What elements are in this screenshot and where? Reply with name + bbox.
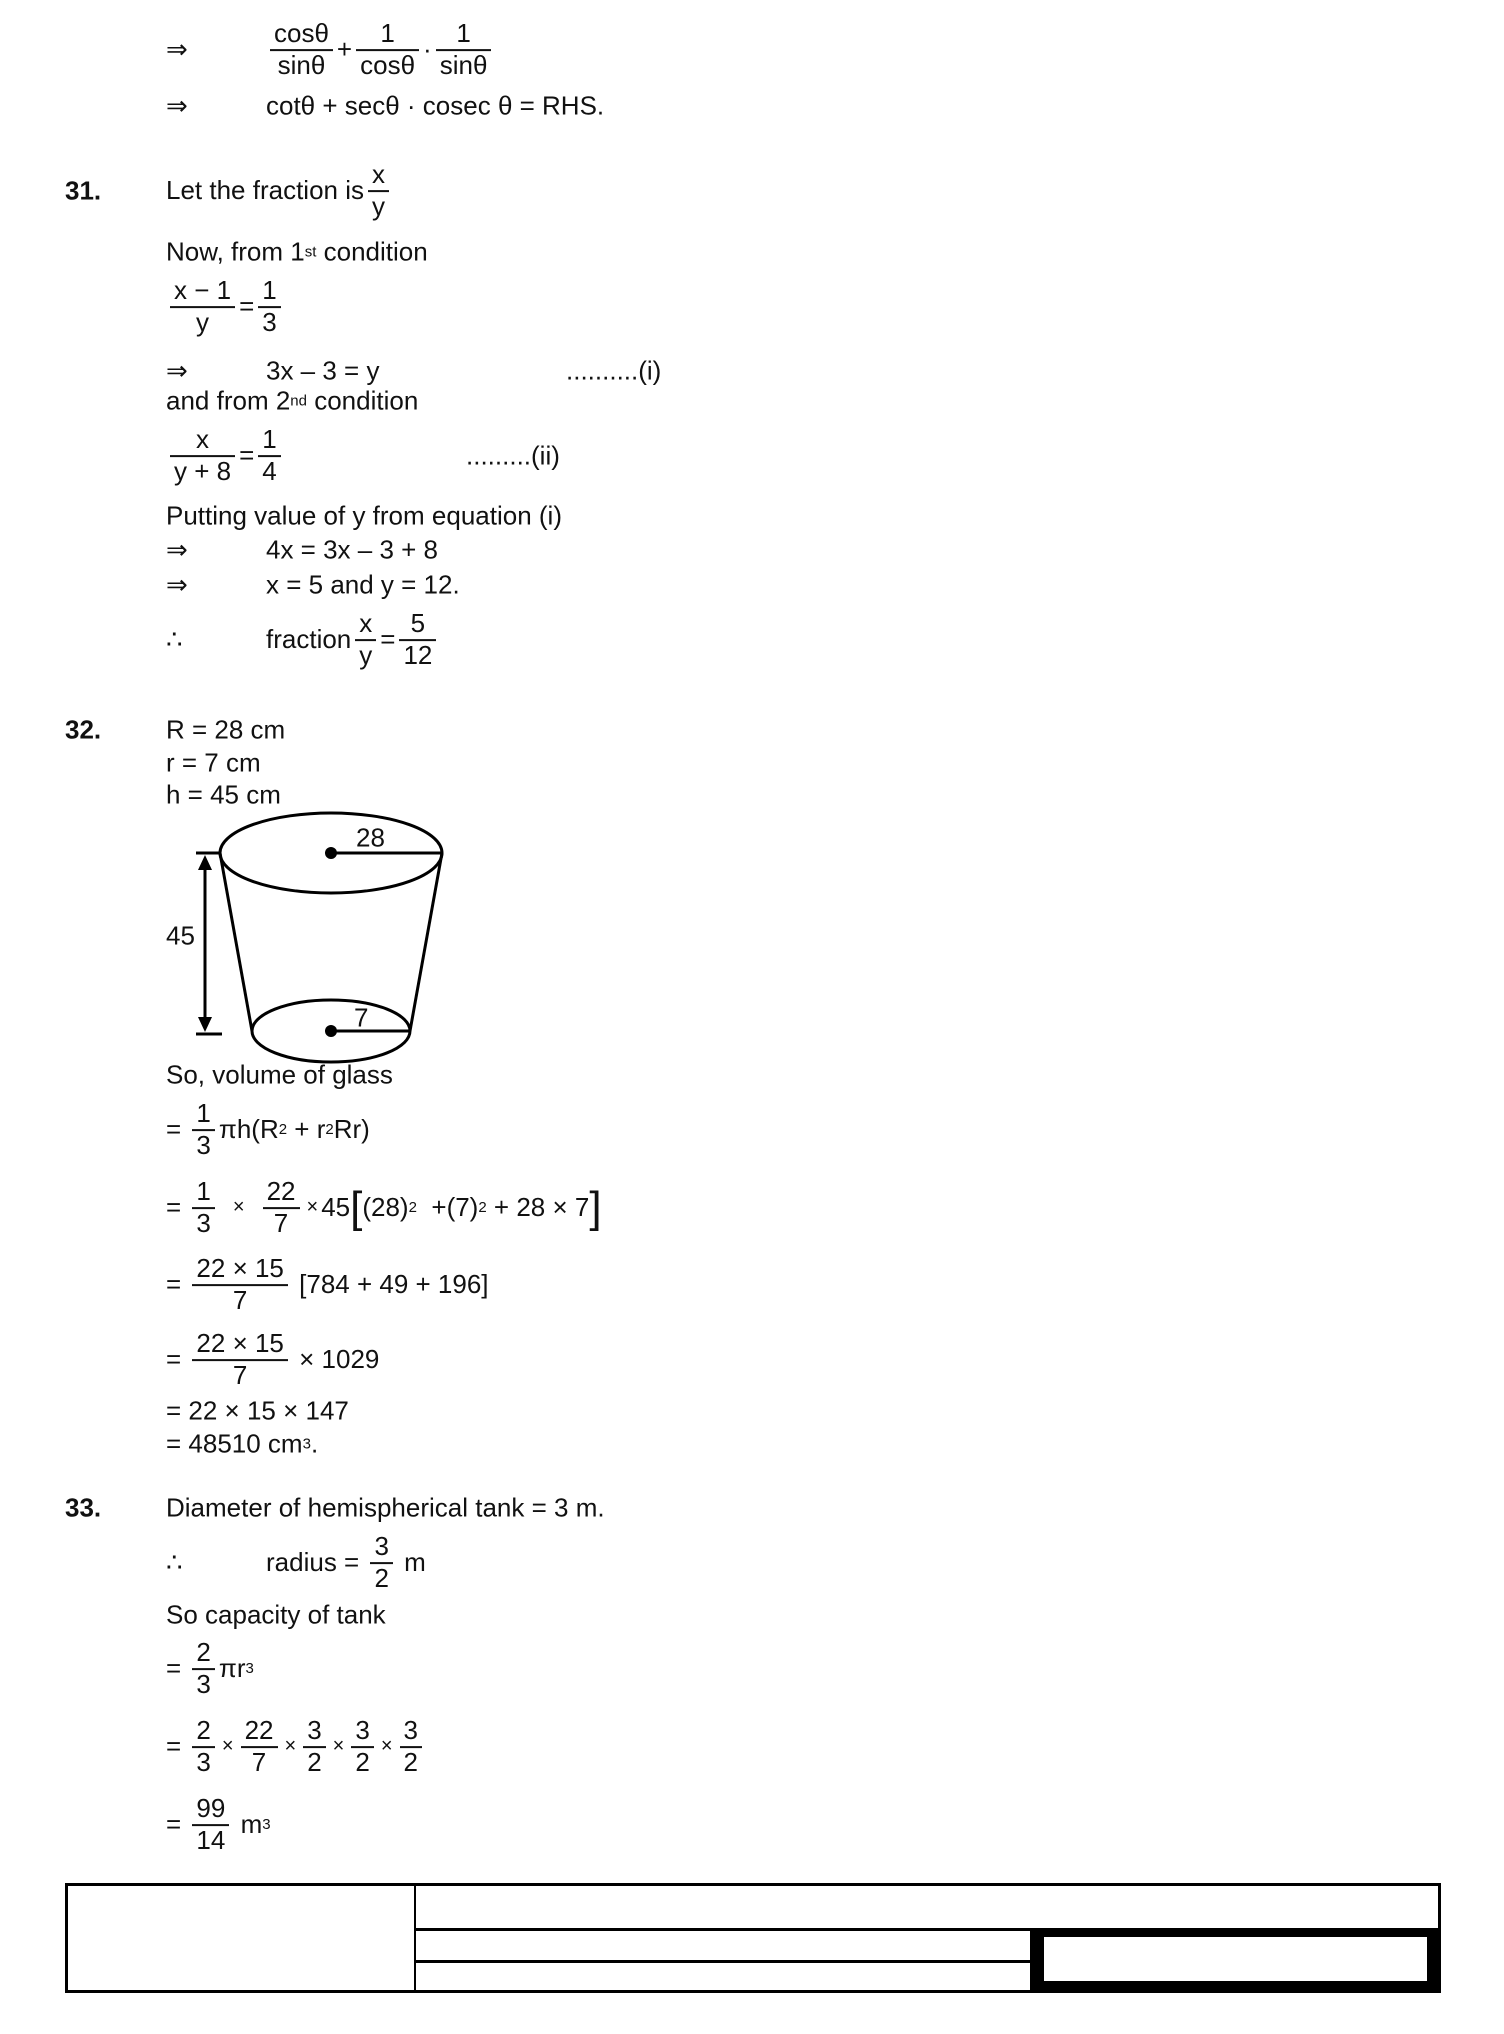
fraction: $\frac{3}{2}$ [351,1716,373,1778]
operator: · [423,34,432,65]
fraction: $\frac{1}{\cos\theta}$ [356,19,419,81]
fraction: $\frac{1}{\sin\theta}$ [436,19,492,81]
fraction: $\frac{2}{3}$ [192,1716,214,1778]
fraction: $\frac{99}{14}$ [192,1794,229,1856]
bottom-radius-label: 7 [354,1002,369,1033]
implies-symbol: ⇒ [166,34,188,65]
frustum-glass-diagram [150,800,470,1080]
fraction: $\frac{1}{4}$ [258,425,280,487]
volume-step5: = 22 × 15 × 147 [166,1395,349,1426]
fraction: $\frac{x - 1}{y}$ [170,276,235,338]
fraction: $\frac{22 \times 15}{7}$ [192,1329,287,1391]
equation-tag-i: ..........(i) [566,355,662,386]
fraction: $\frac{22}{7}$ [241,1716,278,1778]
fraction: $\frac{22 \times 15}{7}$ [192,1254,287,1316]
volume-label: So, volume of glass [166,1059,393,1090]
fraction: $\frac{1}{3}$ [192,1099,214,1161]
footer-black-box [1030,1928,1441,1993]
fraction: $\frac{x}{y + 8}$ [170,425,235,487]
volume-substitution: = $\frac{1}{3}$ × $\frac{22}{7}$ × 45 [ (28) 2 +(7) 2 + 28 × 7 ] [166,1176,602,1238]
capacity-label: So capacity of tank [166,1599,386,1630]
s31-eq1-result: ⇒ 3x – 3 = y [166,355,380,386]
implies-symbol: ⇒ [166,90,188,121]
given-h: h = 45 cm [166,779,281,810]
fraction: $\frac{3}{2}$ [303,1716,325,1778]
given-R: R = 28 cm [166,714,286,745]
volume-result: = 48510 cm 3 . [166,1428,319,1459]
tank-radius: ∴ radius = $\frac{3}{2}$ m [166,1531,426,1593]
fraction: $\frac{2}{3}$ [192,1638,214,1700]
footer-white-inset [1044,1937,1427,1981]
s31-intro: Let the fraction is $\frac{x}{y}$ [166,160,393,222]
height-label: 45 [166,920,195,951]
s31-cond2: and from 2 nd condition [166,385,419,416]
question-number-32: 32. [65,714,102,745]
fraction: $\frac{22}{7}$ [263,1177,300,1239]
tank-diameter: Diameter of hemispherical tank = 3 m. [166,1492,605,1523]
volume-formula: = $\frac{1}{3}$ πh(R 2 + r 2 Rr) [166,1098,370,1160]
question-number-33: 33. [65,1492,102,1523]
fraction: $\frac{3}{2}$ [400,1716,422,1778]
fraction: $\frac{1}{3}$ [258,276,280,338]
fraction: $\frac{x}{y}$ [368,160,389,222]
equation-text: cotθ + secθ · cosec θ = RHS. [266,90,605,121]
operator: + [336,34,353,65]
capacity-result: = $\frac{99}{14}$ m 3 [166,1793,271,1855]
s31-eq2: $\frac{x}{y + 8}$ = $\frac{1}{4}$ [166,425,285,487]
capacity-formula: = $\frac{2}{3}$ πr 3 [166,1637,254,1699]
top-radius-label: 28 [356,822,385,853]
fraction: $\frac{\cos\theta}{\sin\theta}$ [270,19,333,81]
arrow-head-down [198,1017,212,1032]
s31-eq1: $\frac{x - 1}{y}$ = $\frac{1}{3}$ [166,276,285,338]
s31-step2: ⇒ x = 5 and y = 12. [166,569,460,600]
arrow-head-up [198,855,212,870]
footer-divider-vertical [414,1883,416,1993]
fraction: $\frac{5}{12}$ [399,609,436,671]
s31-cond1: Now, from 1 st condition [166,236,428,267]
bottom-center-dot [325,1025,337,1037]
s30-line2 [166,91,604,122]
s30-line1 [166,19,495,81]
s31-final: ∴ fraction $\frac{x}{y}$ = $\frac{5}{12}$ [166,609,440,671]
top-center-dot [325,847,337,859]
fraction: $\frac{x}{y}$ [355,609,376,671]
volume-step4: = $\frac{22 \times 15}{7}$ × 1029 [166,1328,380,1390]
s31-step1: ⇒ 4x = 3x – 3 + 8 [166,534,439,565]
fraction: $\frac{1}{3}$ [192,1177,214,1239]
footer-divider-horizontal-2 [415,1960,1030,1963]
equation-tag-ii: .........(ii) [466,440,560,471]
s31-putting: Putting value of y from equation (i) [166,500,562,531]
volume-step3: = $\frac{22 \times 15}{7}$ [784 + 49 + 196] [166,1253,489,1315]
fraction: $\frac{3}{2}$ [370,1532,392,1594]
given-r: r = 7 cm [166,747,261,778]
question-number-31: 31. [65,175,102,206]
capacity-substitution: = $\frac{2}{3}$ × $\frac{22}{7}$ × $\frac{3}{2}$ × $\frac{3}{2}$ × $\frac{3}{2}$ [166,1716,426,1778]
